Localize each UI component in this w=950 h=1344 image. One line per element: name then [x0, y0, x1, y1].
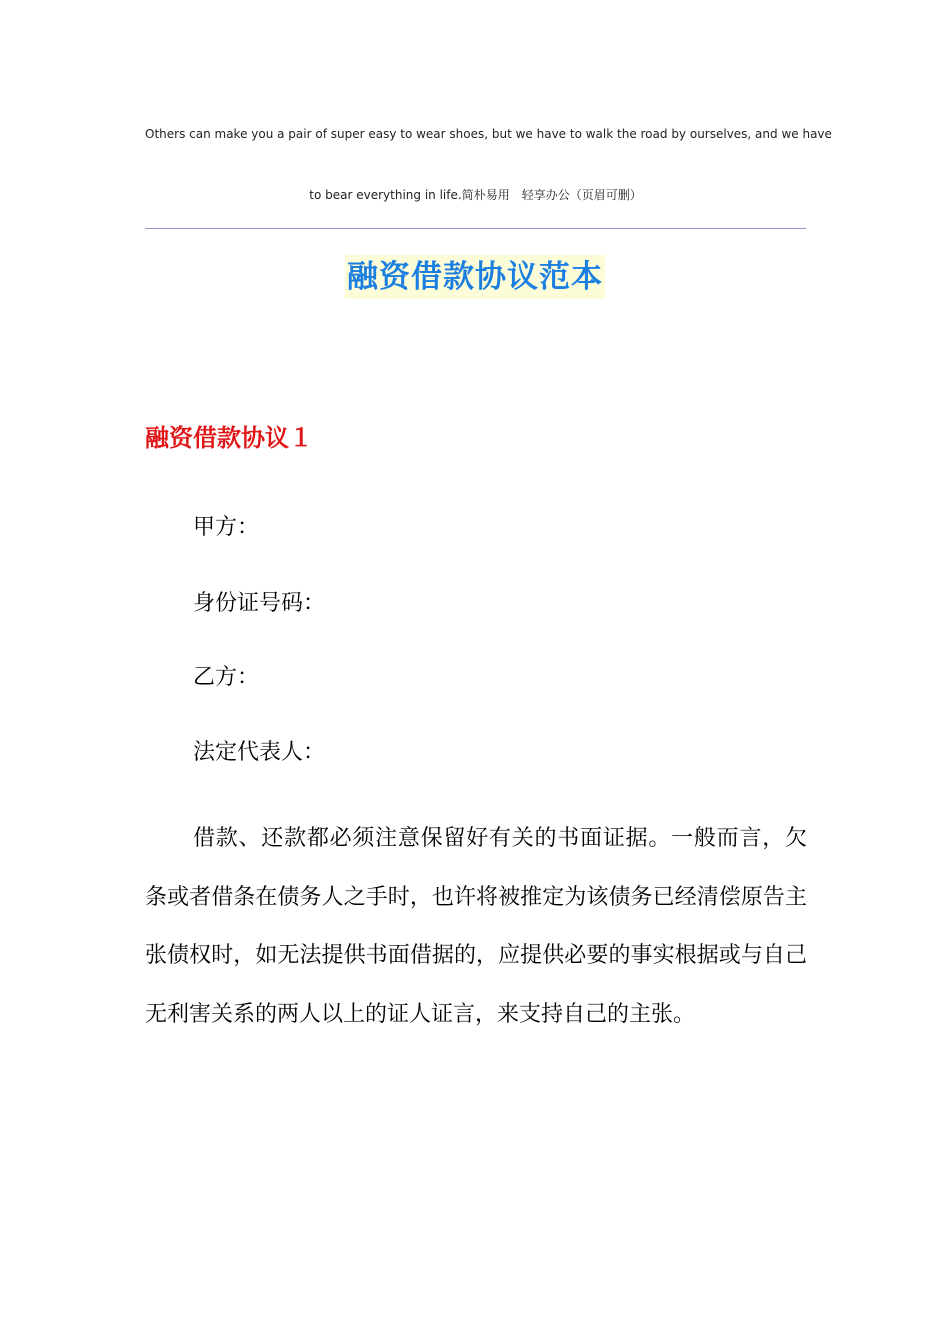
legal-representative-label: 法定代表人： [193, 740, 326, 765]
body-paragraph: 借款、还款都必须注意保留好有关的书面证据。一般而言，欠条或者借条在债务人之手时，也许将被推定为该债务已经清偿原告主张债权时，如无法提供书面借据的，应提供必要的事实根据或与自己无利害关系的两人以上的证人证言，来支持自己的主张。 [145, 826, 807, 1027]
page-header-line-1: Others can make you a pair of super easy to wear shoes, but we have to walk the road by ourselves, and we have [145, 127, 832, 141]
document-title: 融资借款协议范本 [345, 255, 605, 299]
id-number-label: 身份证号码： [193, 591, 326, 616]
party-a-label: 甲方： [193, 515, 260, 540]
party-b-label: 乙方： [193, 665, 260, 690]
section-heading: 融资借款协议１ [145, 423, 313, 452]
body-paragraph-container [145, 810, 807, 1044]
page-header-line-2: to bear everything in life.简朴易用 轻享办公（页眉可删） [309, 188, 642, 202]
document-title-wrapper [0, 255, 950, 299]
header-divider [145, 228, 806, 229]
